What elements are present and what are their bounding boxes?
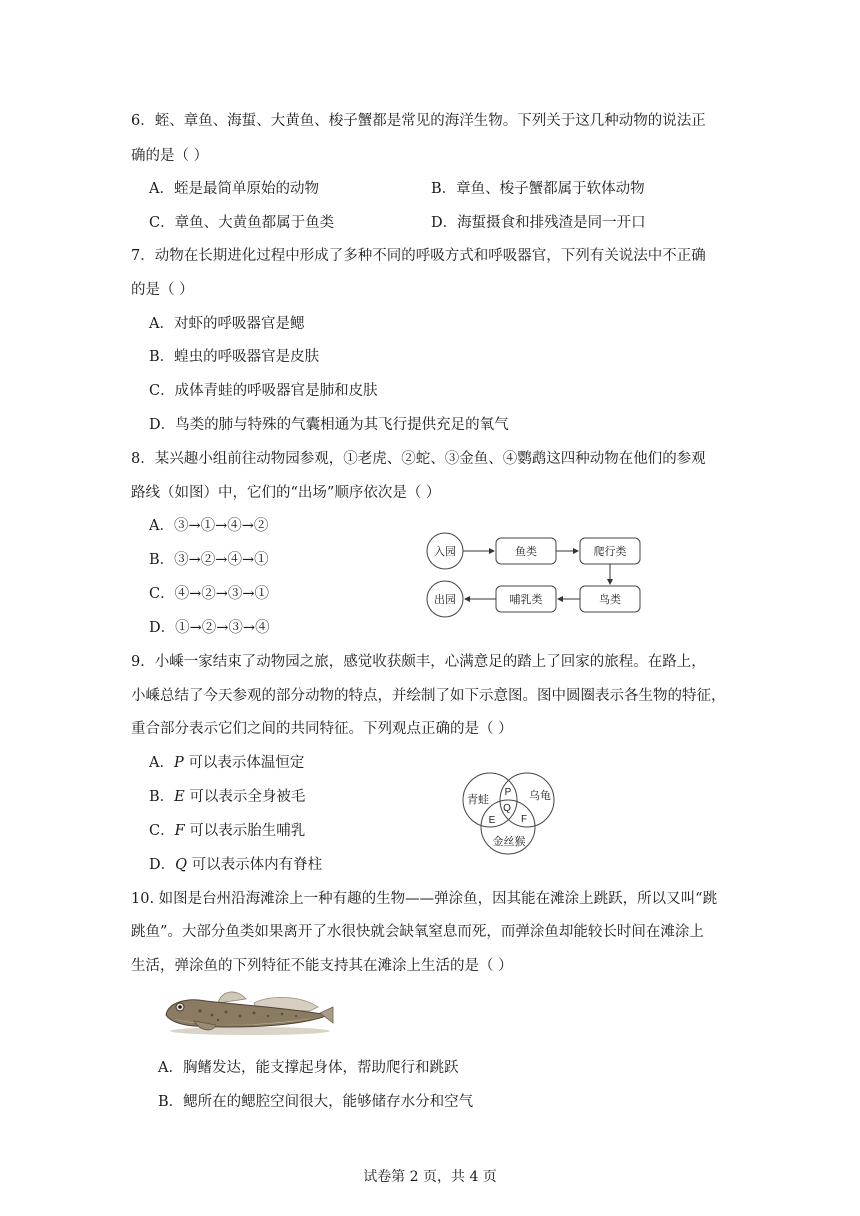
mudskipper-image bbox=[160, 985, 335, 1043]
q6-option-c: C．章鱼、大黄鱼都属于鱼类 bbox=[149, 215, 335, 231]
venn-diagram bbox=[456, 770, 566, 860]
venn-p-label: P bbox=[504, 787, 512, 798]
q8-stem-line1: 8．某兴趣小组前往动物园参观，①老虎、②蛇、③金鱼、④鹦鹉这四种动物在他们的参观 bbox=[131, 451, 706, 467]
q9-option-a-text: 可以表示体温恒定 bbox=[183, 755, 305, 771]
page-footer: 试卷第 2 页，共 4 页 bbox=[363, 1169, 497, 1185]
reptile-label: 爬行类 bbox=[593, 546, 627, 558]
q9-option-c-text: 可以表示胎生哺乳 bbox=[184, 823, 306, 839]
fish-label: 鱼类 bbox=[515, 546, 537, 558]
venn-f-label: F bbox=[520, 814, 528, 825]
venn-e-label: E bbox=[488, 815, 496, 826]
q7-option-c: C．成体青蛙的呼吸器官是肺和皮肤 bbox=[149, 383, 378, 399]
q8-option-b: B．③→②→④→① bbox=[149, 552, 269, 568]
q8-option-c: C．④→②→③→① bbox=[149, 586, 270, 602]
q6-stem-line2: 确的是（ ） bbox=[131, 148, 209, 164]
turtle-label: 乌龟 bbox=[529, 790, 551, 802]
q9-option-b-var: E bbox=[174, 789, 185, 805]
q9-stem-line3: 重合部分表示它们之间的共同特征。下列观点正确的是（ ） bbox=[131, 721, 513, 737]
q9-option-a-var: P bbox=[173, 755, 184, 771]
q6-option-a: A．蛭是最简单原始的动物 bbox=[149, 181, 319, 197]
q9-option-b bbox=[149, 787, 305, 807]
q9-option-d-text: 可以表示体内有脊柱 bbox=[187, 857, 323, 873]
q7-stem-line2: 的是（ ） bbox=[131, 282, 194, 298]
q6-option-b: B．章鱼、梭子蟹都属于软体动物 bbox=[431, 181, 645, 197]
exit-label: 出园 bbox=[434, 594, 456, 606]
q6-option-d: D．海蜇摄食和排残渣是同一开口 bbox=[431, 215, 646, 231]
q7-option-d: D．鸟类的肺与特殊的气囊相通为其飞行提供充足的氧气 bbox=[149, 417, 509, 433]
q9-option-c bbox=[149, 821, 305, 841]
zoo-route-diagram bbox=[418, 530, 648, 620]
q7-stem-line1: 7．动物在长期进化过程中形成了多种不同的呼吸方式和呼吸器官，下列有关说法中不正确 bbox=[131, 248, 706, 264]
q10-stem-line3: 生活，弹涂鱼的下列特征不能支持其在滩涂上生活的是（ ） bbox=[131, 958, 513, 974]
q9-option-b-text: 可以表示全身被毛 bbox=[184, 789, 306, 805]
entrance-label: 入园 bbox=[434, 546, 456, 558]
mammal-label: 哺乳类 bbox=[509, 594, 543, 606]
q6-stem-line1: 6．蛭、章鱼、海蜇、大黄鱼、梭子蟹都是常见的海洋生物。下列关于这几种动物的说法正 bbox=[131, 113, 706, 129]
q9-stem-line1: 9．小嵊一家结束了动物园之旅，感觉收获颇丰，心满意足的踏上了回家的旅程。在路上， bbox=[131, 654, 706, 670]
q7-option-b: B．蝗虫的呼吸器官是皮肤 bbox=[149, 349, 320, 365]
q9-option-c-prefix: C． bbox=[149, 823, 175, 839]
frog-label: 青蛙 bbox=[467, 794, 489, 806]
q8-option-a: A．③→①→④→② bbox=[149, 518, 269, 534]
monkey-label: 金丝猴 bbox=[492, 836, 526, 848]
q9-stem-line2: 小嵊总结了今天参观的部分动物的特点，并绘制了如下示意图。图中圆圈表示各生物的特征， bbox=[131, 688, 726, 704]
q9-option-d-prefix: D． bbox=[149, 857, 176, 873]
q10-stem-line2: 跳鱼”。大部分鱼类如果离开了水很快就会缺氧窒息而死，而弹涂鱼却能较长时间在滩涂上 bbox=[131, 924, 704, 940]
q10-stem-line1: 10. 如图是台州沿海滩涂上一种有趣的生物——弹涂鱼，因其能在滩涂上跳跃，所以又叫“跳 bbox=[131, 891, 718, 907]
bird-label: 鸟类 bbox=[599, 594, 621, 606]
q9-option-d-var: Q bbox=[175, 857, 188, 873]
q9-option-a-prefix: A． bbox=[149, 755, 174, 771]
q9-option-b-prefix: B． bbox=[149, 789, 175, 805]
q10-option-a: A．胸鳍发达，能支撑起身体，帮助爬行和跳跃 bbox=[158, 1060, 459, 1076]
q7-option-a: A．对虾的呼吸器官是鳃 bbox=[149, 316, 305, 332]
q9-option-a bbox=[149, 753, 304, 773]
q8-option-d: D．①→②→③→④ bbox=[149, 620, 270, 636]
q8-stem-line2: 路线（如图）中，它们的“出场”顺序依次是（ ） bbox=[131, 485, 441, 501]
venn-q-label: Q bbox=[503, 803, 511, 814]
q9-option-d bbox=[149, 855, 322, 875]
q9-option-c-var: F bbox=[174, 823, 185, 839]
q10-option-b: B．鳃所在的鳃腔空间很大，能够储存水分和空气 bbox=[158, 1094, 474, 1110]
